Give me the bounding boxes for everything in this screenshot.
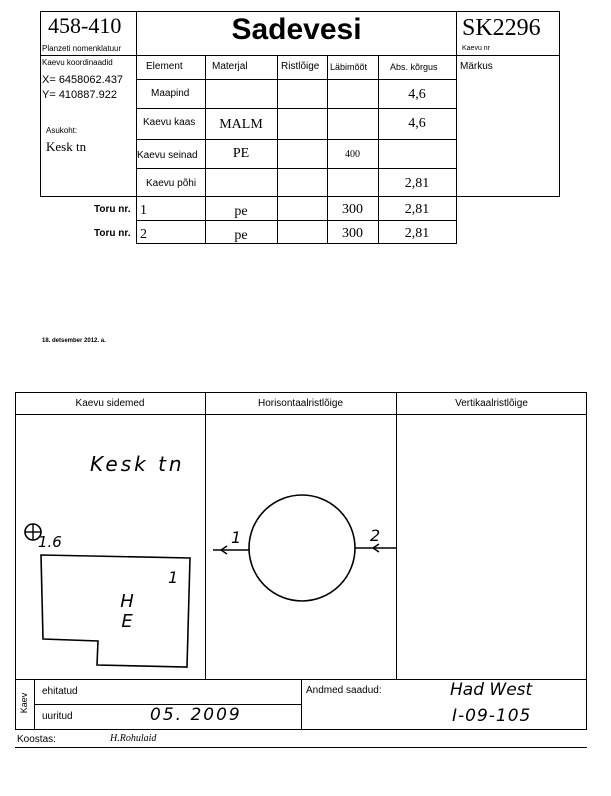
surveyed-value: 05. 2009: [150, 705, 242, 725]
coord-x: X= 6458062.437: [42, 74, 124, 86]
well-number: SK2296: [462, 15, 541, 41]
col-divider: [327, 79, 328, 244]
header-diameter: Läbimõõt: [330, 62, 368, 72]
pipe-label: Toru nr.: [94, 228, 131, 239]
sketch-divider: [396, 392, 397, 680]
coords-label: Kaevu koordinaadid: [42, 58, 113, 67]
col-divider: [277, 79, 278, 244]
material-value: PE: [232, 146, 250, 161]
plan-number: 458-410: [48, 13, 122, 38]
author-label: Koostas:: [17, 734, 56, 745]
kaev-label: Kaev: [19, 692, 29, 714]
well-number-label: Kaevu nr: [462, 45, 491, 52]
diameter-value: 400: [345, 149, 360, 160]
header-height: Abs. kõrgus: [390, 62, 438, 72]
sketch-col-title: Horisontaalristlõige: [257, 398, 344, 409]
row-label: Kaevu seinad: [137, 150, 198, 161]
pipe1-label: 1: [231, 528, 242, 547]
data-from-label: Andmed saadud:: [306, 685, 382, 696]
header-cross: Ristlõige: [281, 61, 320, 72]
well-circle: [249, 495, 355, 601]
row-label: Kaevu põhi: [146, 178, 197, 189]
built-label: ehitatud: [42, 686, 78, 697]
pipe2-label: 2: [370, 526, 381, 545]
author-line: [15, 747, 587, 748]
row-label: Kaevu kaas: [143, 117, 196, 128]
building-letters: H E: [120, 591, 134, 632]
well-height-mark: 1.6: [38, 533, 62, 551]
surveyed-label: uuritud: [42, 711, 73, 722]
header-material: Materjal: [212, 61, 248, 72]
pipe-nr: 2: [140, 227, 147, 242]
location-label: Asukoht:: [46, 126, 78, 135]
location-value: Kesk tn: [46, 139, 87, 154]
height-value: 4,6: [408, 87, 426, 102]
pipe-height: 2,81: [404, 202, 430, 217]
pipe-diameter: 300: [342, 202, 363, 217]
form-title: Sadevesi: [231, 13, 362, 46]
sketch-col-title: Kaevu sidemed: [75, 398, 145, 409]
height-value: 2,81: [404, 176, 430, 191]
pipe-height: 2,81: [404, 226, 430, 241]
height-value: 4,6: [408, 116, 426, 131]
data-from-code: I-09-105: [452, 706, 532, 726]
sketch-col-title: Vertikaalristlõige: [455, 398, 528, 409]
row-label: Maapind: [151, 88, 190, 99]
pipe-nr: 1: [140, 203, 147, 218]
pipe-diameter: 300: [342, 226, 363, 241]
remarks-box: [456, 55, 560, 197]
pipe-label: Toru nr.: [94, 204, 131, 215]
material-value: MALM: [219, 117, 263, 132]
horizontal-section: [205, 415, 396, 680]
street-handwriting: Kesk tn: [90, 452, 185, 476]
col-divider: [378, 79, 379, 244]
coord-y: Y= 410887.922: [42, 89, 117, 101]
header-element: Element: [146, 61, 183, 72]
header-remarks: Märkus: [460, 61, 493, 72]
date-note: 18. detsember 2012. a.: [42, 338, 106, 344]
pipe-material: pe: [234, 228, 248, 243]
building-number: 1: [168, 568, 179, 587]
plan-number-label: Planzeti nomenklatuur: [42, 44, 122, 53]
data-from-signature: Had West: [450, 680, 533, 700]
pipe-material: pe: [234, 204, 248, 219]
author-value: H.Rohulaid: [110, 733, 157, 744]
